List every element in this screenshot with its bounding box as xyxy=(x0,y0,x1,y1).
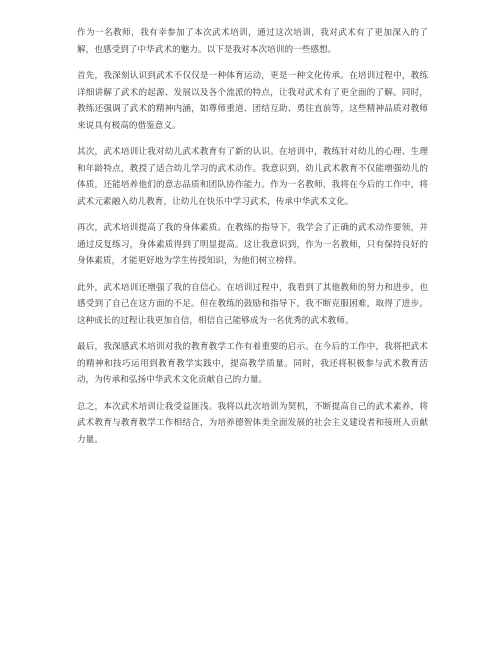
paragraph-cultural-heritage: 首先，我深刻认识到武术不仅仅是一种体育运动，更是一种文化传承。在培训过程中，教练详细讲解了武术的起源、发展以及各个流派的特点，让我对武术有了更全面的了解。同时，教练还强调了武术的精神内涵，如尊师重道、团结互助、勇往直前等，这些精神品质对教师来说具有极高的借鉴意义。 xyxy=(77,71,428,131)
paragraph-confidence: 此外，武术培训还增强了我的自信心。在培训过程中，我看到了其他教师的努力和进步，也感受到了自己在这方面的不足。但在教练的鼓励和指导下，我不断克服困难，取得了进步。这种成长的过程让我更加自信，相信自己能够成为一名优秀的武术教师。 xyxy=(77,282,428,326)
paragraph-intro: 作为一名教师，我有幸参加了本次武术培训，通过这次培训，我对武术有了更加深入的了解，也感受到了中华武术的魅力。以下是我对本次培训的一些感想。 xyxy=(77,28,428,55)
paragraph-physical-fitness: 再次，武术培训提高了我的身体素质。在教练的指导下，我学会了正确的武术动作要领，并通过反复练习，身体素质得到了明显提高。这让我意识到，作为一名教师，只有保持良好的身体素质，才能更好地为学生传授知识，为他们树立榜样。 xyxy=(77,223,428,266)
paragraph-early-childhood: 其次，武术培训让我对幼儿武术教育有了新的认识。在培训中，教练针对幼儿的心理、生理和年龄特点，教授了适合幼儿学习的武术动作。我意识到，幼儿武术教育不仅能增强幼儿的体质，还能培养他们的意志品质和团队协作能力。作为一名教师，我将在今后的工作中，将武术元素融入幼儿教育，让幼儿在快乐中学习武术，传承中华武术文化。 xyxy=(77,147,428,207)
paragraph-teaching-insight: 最后，我深感武术培训对我的教育教学工作有着重要的启示。在今后的工作中，我将把武术的精神和技巧运用到教育教学实践中，提高教学质量。同时，我还将积极参与武术教育活动，为传承和弘扬中华武术文化贡献自己的力量。 xyxy=(77,342,428,385)
document-body xyxy=(77,25,428,458)
paragraph-conclusion: 总之，本次武术培训让我受益匪浅。我将以此次培训为契机，不断提高自己的武术素养，将武术教育与教育教学工作相结合，为培养德智体美全面发展的社会主义建设者和接班人贡献力量。 xyxy=(77,401,428,445)
